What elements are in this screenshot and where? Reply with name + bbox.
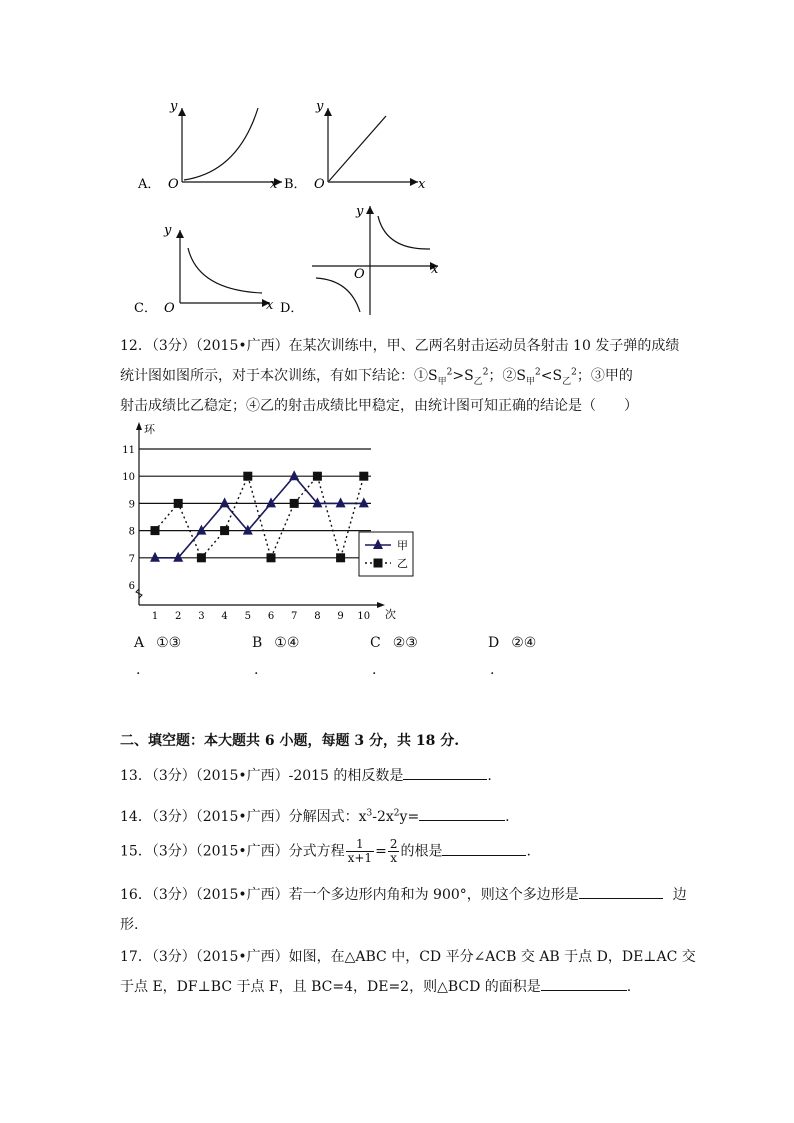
x-tick-label-9: 9: [337, 611, 344, 622]
chart-series: [150, 470, 369, 562]
graph-c-y: y: [164, 223, 172, 238]
y-tick-label-8: 8: [128, 526, 135, 538]
point-jia-10: [359, 497, 369, 507]
q15-answer-blank[interactable]: [442, 841, 526, 856]
point-yi-8: [313, 472, 322, 481]
q17-answer-blank[interactable]: [541, 976, 627, 991]
point-jia-1: [150, 552, 160, 562]
x-tick-label-2: 2: [175, 611, 182, 622]
x-tick-label-10: 10: [357, 611, 371, 622]
q15-f2-num: 2: [389, 837, 398, 851]
graph-a-label: A．: [138, 177, 161, 192]
q16-line1: [120, 884, 687, 904]
q12-sub-jia-1: 甲: [437, 376, 447, 387]
q12-sub-yi-1: 乙: [473, 376, 483, 387]
x-tick-label-4: 4: [221, 611, 228, 622]
q12-lt: <S: [540, 368, 563, 384]
x-tick-label-1: 1: [151, 611, 159, 622]
graph-c-origin: O: [164, 301, 175, 316]
point-yi-3: [197, 553, 206, 562]
y-axis-label: 环: [144, 423, 155, 436]
point-jia-9: [336, 497, 346, 507]
q17-line2: [120, 976, 631, 996]
q12-semi: ；②S: [488, 368, 527, 384]
q13-answer-blank[interactable]: [403, 765, 487, 780]
point-yi-5: [243, 472, 252, 481]
legend-yi-marker: [374, 559, 383, 568]
q17-text: 于点 E，DF⊥BC 于点 F，且 BC=4，DE=2，则△BCD 的面积是: [120, 979, 541, 995]
chart-legend: [359, 532, 413, 576]
graph-b-y: y: [316, 99, 324, 114]
x-axis-label: 次: [385, 608, 396, 621]
graph-a-y: y: [170, 99, 178, 114]
graph-b: [284, 99, 426, 192]
point-yi-6: [267, 553, 276, 562]
q17-end: .: [626, 979, 632, 995]
q12-sq-3: 2: [535, 367, 541, 378]
point-yi-10: [359, 472, 368, 481]
graph-d-label: D．: [280, 301, 304, 316]
q12-choice-letter: B: [252, 635, 263, 651]
q12-gt: >S: [452, 368, 474, 384]
q12-sub-yi-2: 乙: [562, 376, 572, 387]
point-yi-9: [336, 553, 345, 562]
q14-end: .: [505, 809, 510, 825]
q15-f1-num: 1: [346, 838, 374, 852]
q16-answer-blank[interactable]: [579, 884, 663, 899]
q12-line3: 射击成绩比乙稳定；④乙的射击成绩比甲稳定，由统计图可知正确的结论是（ ）: [120, 398, 638, 414]
point-yi-7: [290, 499, 299, 508]
legend-yi-label: 乙: [397, 557, 408, 570]
q15-fraction-1: [346, 838, 374, 865]
q15-pre: 15．（3分）（2015•广西）分式方程: [120, 843, 345, 860]
q13-text: 13．（3分）（2015•广西）-2015 的相反数是: [120, 768, 404, 784]
q13: [120, 765, 492, 785]
graph-c: [134, 223, 274, 316]
q15-f2-den: x: [390, 851, 398, 865]
point-yi-4: [220, 526, 229, 535]
graph-d-x: x: [431, 262, 439, 277]
graph-d-y: y: [356, 204, 364, 219]
graph-b-label: B．: [284, 177, 307, 192]
q15-f1-den: x+1: [347, 851, 373, 865]
q12-sq-1: 2: [446, 367, 453, 378]
y-tick-label-6: 6: [128, 581, 135, 592]
q15-post: 的根是: [400, 843, 443, 860]
q12-choice-letter: D: [488, 635, 500, 651]
series-line-jia: [155, 476, 364, 558]
y-tick-label-9: 9: [128, 499, 135, 511]
q12-choice-c[interactable]: [370, 635, 418, 651]
point-yi-2: [174, 499, 183, 508]
y-axis-arrow: [136, 422, 142, 430]
point-yi-1: [151, 526, 160, 535]
q12-line2-start: 统计图如图所示，对于本次训练，有如下结论：①S: [120, 368, 438, 384]
q15-fraction-2: [388, 838, 400, 865]
q12-choice-dot: .: [372, 662, 377, 678]
point-jia-4: [220, 497, 230, 507]
q12-choice-text: ①③: [156, 635, 182, 651]
point-jia-7: [289, 470, 299, 480]
q14: [120, 806, 510, 826]
legend-jia-label: 甲: [397, 539, 408, 552]
x-tick-label-8: 8: [314, 611, 321, 622]
graph-b-x: x: [418, 177, 426, 192]
q12-sq-2: 2: [482, 367, 489, 378]
q16-tail: 边: [672, 887, 687, 903]
q12-sub-jia-2: 甲: [526, 376, 536, 387]
q12-choice-text: ②④: [511, 635, 537, 651]
q12-sq-4: 2: [571, 367, 577, 378]
graph-a-x: x: [270, 177, 278, 192]
q16-text: 16．（3分）（2015•广西）若一个多边形内角和为 900°，则这个多边形是: [120, 887, 579, 903]
graph-options-figure: [120, 90, 460, 320]
graph-c-x: x: [266, 298, 274, 313]
x-tick-label-3: 3: [198, 611, 205, 622]
q14-exp2: 2: [393, 808, 400, 819]
q12-line2-end: ；③甲的: [576, 368, 633, 384]
y-tick-label-11: 11: [122, 445, 135, 456]
y-tick-label-10: 10: [122, 472, 135, 484]
q13-end: .: [487, 768, 492, 784]
q12-choice-letter: A: [134, 635, 145, 651]
graph-d-origin: O: [354, 267, 365, 282]
q12-choice-text: ②③: [392, 635, 418, 651]
q14-pre: 14．（3分）（2015•广西）分解因式：x: [120, 809, 367, 825]
graph-d: [280, 204, 439, 316]
graph-a: [137, 99, 282, 192]
x-tick-label-6: 6: [267, 611, 275, 622]
q14-mid: -2x: [372, 809, 394, 825]
shooting-score-chart: [115, 420, 420, 625]
q16-line2: 形.: [120, 917, 139, 933]
q12-choice-text: ①④: [274, 635, 300, 651]
q12-line2: [120, 365, 633, 387]
q15-eq: =: [375, 843, 387, 860]
section2-heading: 二、填空题：本大题共 6 小题，每题 3 分，共 18 分.: [120, 733, 460, 749]
q15-end: .: [526, 843, 531, 860]
q14-answer-blank[interactable]: [419, 806, 505, 821]
q12-choice-a[interactable]: [134, 635, 181, 651]
q12-choice-letter: C: [370, 635, 381, 651]
q12-choice-b[interactable]: [252, 635, 299, 651]
x-tick-label-7: 7: [291, 611, 298, 622]
chart-ticks: [122, 423, 396, 622]
q15: [120, 838, 531, 865]
q14-post: y=: [399, 809, 420, 825]
x-tick-label-5: 5: [244, 611, 251, 622]
q12-choice-d[interactable]: [488, 635, 536, 651]
graph-c-label: C．: [134, 301, 157, 316]
graph-a-origin: O: [168, 177, 179, 192]
q17-line1: 17．（3分）（2015•广西）如图，在△ABC 中，CD 平分∠ACB 交 AB 于点 D，DE⊥AC 交: [120, 949, 696, 965]
q12-line1: 12．（3分）（2015•广西）在某次训练中，甲、乙两名射击运动员各射击 10 发子弹的成绩: [120, 338, 680, 354]
q12-choice-dot: .: [490, 662, 495, 678]
q14-exp1: 3: [366, 808, 373, 819]
q12-choice-dot: .: [136, 662, 141, 678]
q12-choice-dot: .: [254, 662, 259, 678]
x-axis-arrow: [377, 602, 385, 608]
graph-b-origin: O: [314, 177, 325, 192]
y-tick-label-7: 7: [128, 553, 135, 565]
